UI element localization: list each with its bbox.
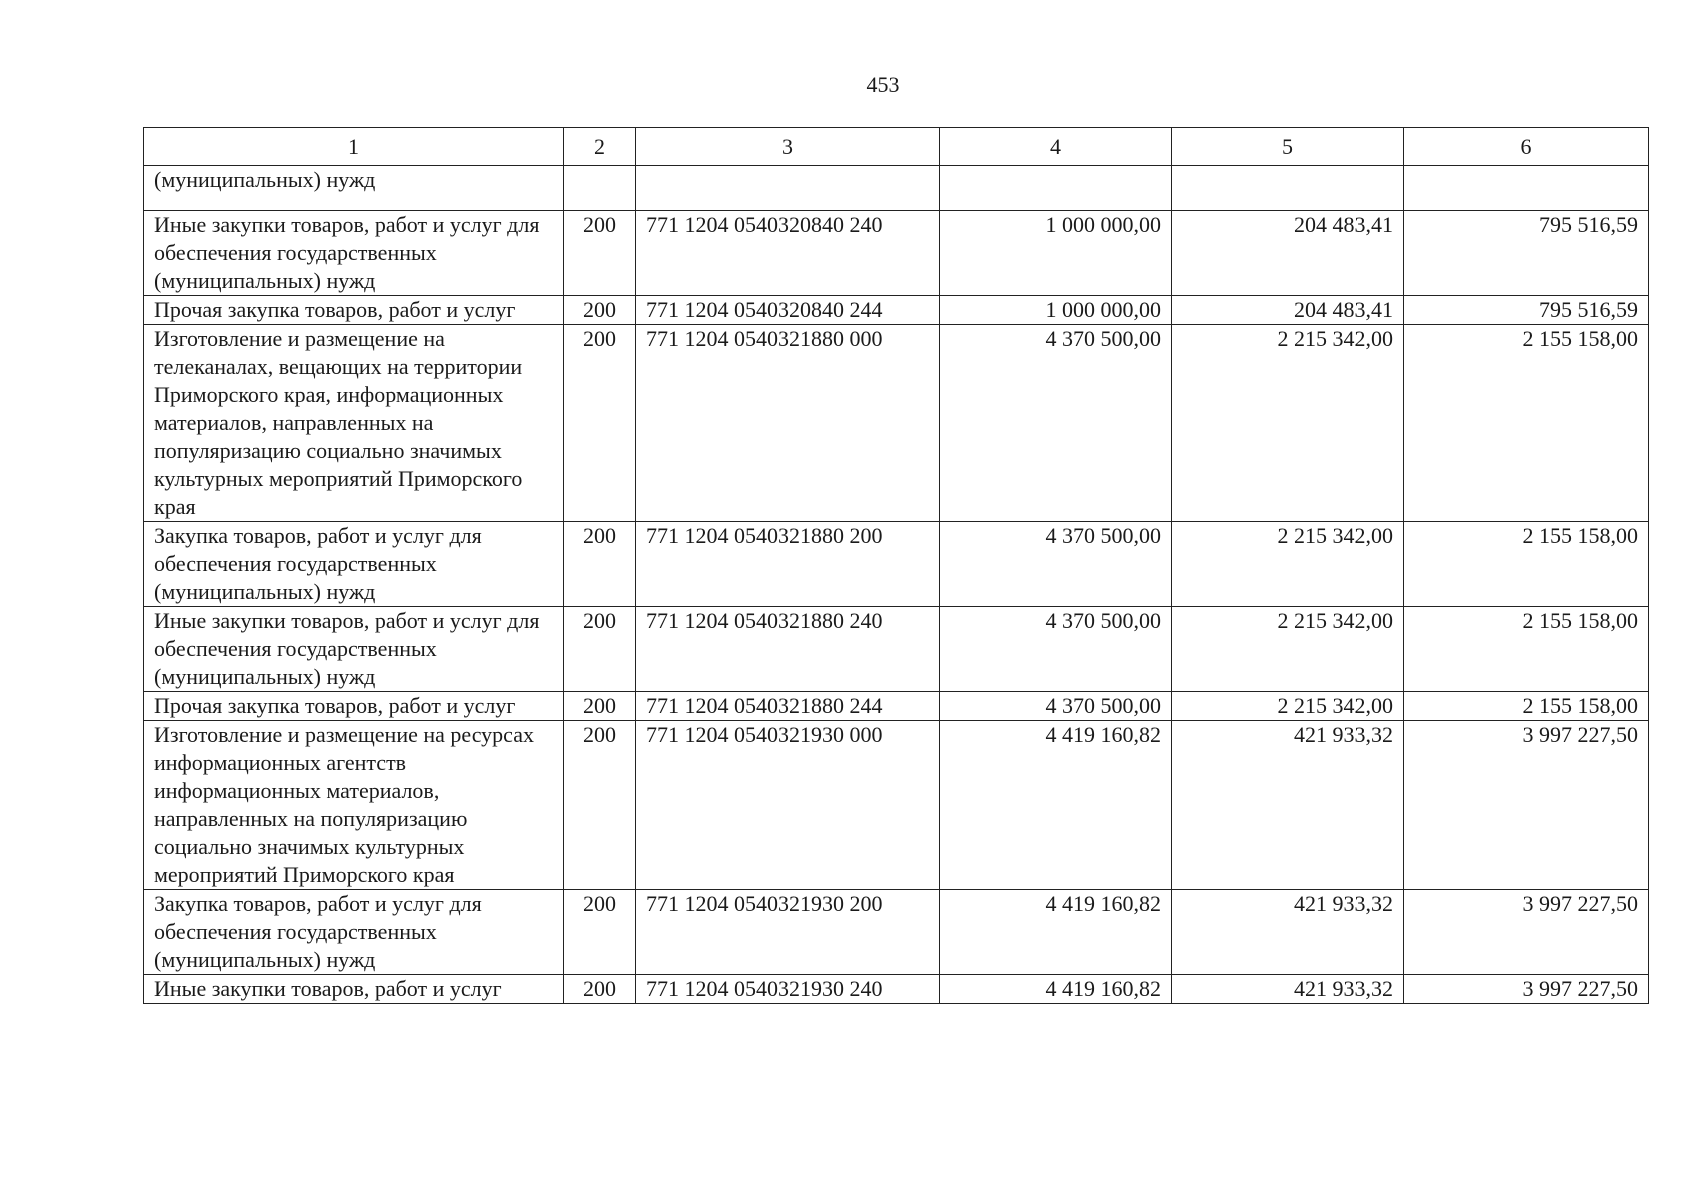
cell-plan: 1 000 000,00 [940,211,1172,296]
cell-name: Прочая закупка товаров, работ и услуг [144,296,564,325]
cell-plan: 4 419 160,82 [940,975,1172,1004]
cell-rest: 795 516,59 [1404,296,1649,325]
table-row [144,975,1649,1004]
column-header: 4 [940,128,1172,166]
cell-name: Иные закупки товаров, работ и услуг для обеспечения государственных (муниципальных) нужд [144,211,564,296]
cell-kbk: 771 1204 0540321880 200 [636,522,940,607]
cell-name: Закупка товаров, работ и услуг для обеспечения государственных (муниципальных) нужд [144,522,564,607]
cell-done: 421 933,32 [1172,975,1404,1004]
cell-code [564,166,636,211]
cell-done: 421 933,32 [1172,721,1404,890]
cell-kbk: 771 1204 0540321880 240 [636,607,940,692]
cell-code: 200 [564,975,636,1004]
cell-rest [1404,166,1649,211]
cell-rest: 2 155 158,00 [1404,325,1649,522]
column-header: 5 [1172,128,1404,166]
table-row [144,166,1649,211]
cell-plan: 4 370 500,00 [940,325,1172,522]
cell-kbk: 771 1204 0540320840 244 [636,296,940,325]
cell-name: Закупка товаров, работ и услуг для обеспечения государственных (муниципальных) нужд [144,890,564,975]
cell-plan: 1 000 000,00 [940,296,1172,325]
table-row [144,607,1649,692]
budget-table [143,127,1649,1004]
page-number: 453 [866,72,900,97]
cell-code: 200 [564,890,636,975]
cell-code: 200 [564,211,636,296]
cell-kbk [636,166,940,211]
table-row [144,890,1649,975]
cell-code: 200 [564,692,636,721]
cell-rest: 3 997 227,50 [1404,721,1649,890]
cell-done: 2 215 342,00 [1172,607,1404,692]
cell-plan: 4 370 500,00 [940,607,1172,692]
cell-kbk: 771 1204 0540321930 000 [636,721,940,890]
cell-plan: 4 370 500,00 [940,692,1172,721]
cell-done: 204 483,41 [1172,296,1404,325]
column-header: 6 [1404,128,1649,166]
cell-name: Изготовление и размещение на телеканалах, вещающих на территории Приморского края, информационных материалов, направленных на популяризацию социально значимых культурных мероприятий Приморского края [144,325,564,522]
cell-done [1172,166,1404,211]
cell-name: (муниципальных) нужд [144,166,564,211]
cell-name: Иные закупки товаров, работ и услуг [144,975,564,1004]
column-header: 2 [564,128,636,166]
cell-name: Изготовление и размещение на ресурсах информационных агентств информационных материалов, направленных на популяризацию социально значимых культурных мероприятий Приморского края [144,721,564,890]
table-row [144,721,1649,890]
table-row [144,325,1649,522]
column-header: 1 [144,128,564,166]
cell-kbk: 771 1204 0540321880 000 [636,325,940,522]
table-row [144,692,1649,721]
cell-code: 200 [564,721,636,890]
cell-name: Иные закупки товаров, работ и услуг для обеспечения государственных (муниципальных) нужд [144,607,564,692]
cell-plan: 4 419 160,82 [940,890,1172,975]
table-header-row [144,128,1649,166]
column-header: 3 [636,128,940,166]
cell-rest: 795 516,59 [1404,211,1649,296]
cell-plan: 4 419 160,82 [940,721,1172,890]
cell-rest: 2 155 158,00 [1404,692,1649,721]
cell-kbk: 771 1204 0540320840 240 [636,211,940,296]
cell-rest: 3 997 227,50 [1404,890,1649,975]
cell-rest: 2 155 158,00 [1404,607,1649,692]
cell-done: 2 215 342,00 [1172,325,1404,522]
cell-code: 200 [564,325,636,522]
cell-kbk: 771 1204 0540321880 244 [636,692,940,721]
cell-kbk: 771 1204 0540321930 240 [636,975,940,1004]
cell-done: 421 933,32 [1172,890,1404,975]
cell-plan: 4 370 500,00 [940,522,1172,607]
table-row [144,296,1649,325]
cell-rest: 2 155 158,00 [1404,522,1649,607]
cell-code: 200 [564,607,636,692]
cell-kbk: 771 1204 0540321930 200 [636,890,940,975]
cell-plan [940,166,1172,211]
table-row [144,211,1649,296]
cell-done: 2 215 342,00 [1172,522,1404,607]
cell-code: 200 [564,296,636,325]
cell-code: 200 [564,522,636,607]
table-body [144,166,1649,1004]
cell-rest: 3 997 227,50 [1404,975,1649,1004]
table-row [144,522,1649,607]
cell-done: 2 215 342,00 [1172,692,1404,721]
cell-done: 204 483,41 [1172,211,1404,296]
cell-name: Прочая закупка товаров, работ и услуг [144,692,564,721]
